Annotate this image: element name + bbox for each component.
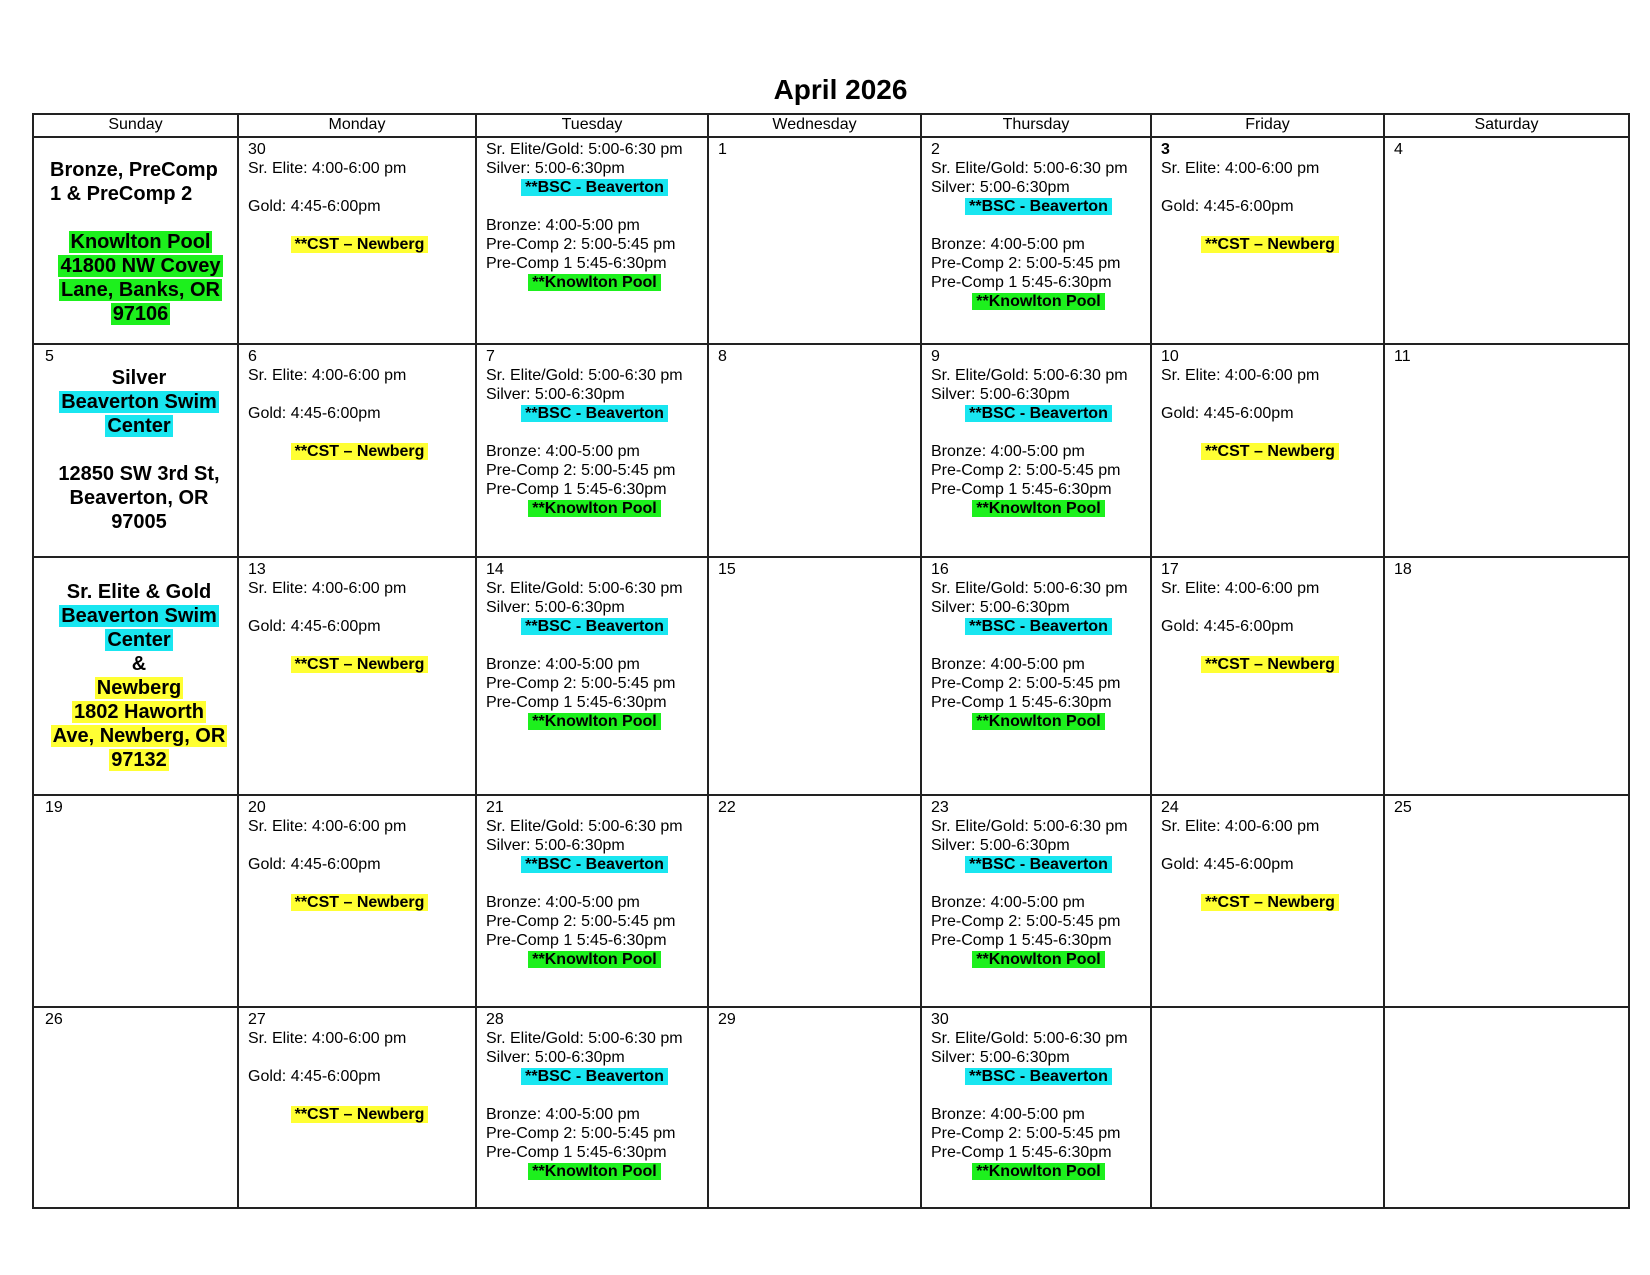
day-cell-sunday: [33, 795, 238, 1007]
day-number: 21: [486, 799, 504, 816]
location-tag: **CST – Newberg: [291, 236, 429, 253]
day-number: 27: [248, 1011, 266, 1028]
weekday-header: Thursday: [921, 114, 1151, 137]
day-cell-sunday: [33, 1007, 238, 1208]
location-tag: **Knowlton Pool: [528, 274, 660, 291]
location-note-line: 97106: [112, 303, 169, 325]
location-note-line: Silver: [111, 367, 167, 389]
schedule-line: Pre-Comp 1 5:45-6:30pm: [486, 694, 667, 711]
location-tag: **BSC - Beaverton: [965, 1068, 1112, 1085]
day-cell: [1151, 344, 1384, 557]
weekday-header: Tuesday: [476, 114, 708, 137]
schedule-line: Bronze: 4:00-5:00 pm: [931, 236, 1085, 253]
location-note: [45, 580, 233, 772]
schedule-line: Sr. Elite: 4:00-6:00 pm: [248, 160, 407, 177]
day-cell: [1384, 344, 1629, 557]
day-number: 10: [1161, 348, 1179, 365]
location-note-line: Beaverton Swim: [61, 605, 217, 627]
schedule-line: Sr. Elite: 4:00-6:00 pm: [1161, 160, 1320, 177]
schedule-line: Sr. Elite/Gold: 5:00-6:30 pm: [486, 1030, 683, 1047]
location-tag: **BSC - Beaverton: [521, 856, 668, 873]
day-number: 30: [248, 141, 266, 158]
day-number: 8: [718, 348, 727, 365]
location-tag: **CST – Newberg: [291, 894, 429, 911]
schedule-line: Pre-Comp 1 5:45-6:30pm: [486, 1144, 667, 1161]
schedule-line: Bronze: 4:00-5:00 pm: [486, 894, 640, 911]
location-note: [45, 158, 233, 326]
day-cell-sunday: [33, 557, 238, 795]
day-cell: [476, 1007, 708, 1208]
location-tag: **Knowlton Pool: [972, 951, 1104, 968]
day-number: 23: [931, 799, 949, 816]
day-number: 30: [931, 1011, 949, 1028]
weekday-header: Monday: [238, 114, 476, 137]
week-row: [33, 1007, 1629, 1208]
location-note-line: 41800 NW Covey: [60, 255, 221, 277]
day-number: 28: [486, 1011, 504, 1028]
location-note: [45, 366, 233, 534]
schedule-line: Pre-Comp 1 5:45-6:30pm: [931, 932, 1112, 949]
schedule-line: Pre-Comp 2: 5:00-5:45 pm: [931, 675, 1121, 692]
schedule-line: Sr. Elite/Gold: 5:00-6:30 pm: [931, 818, 1128, 835]
location-note-line: &: [131, 653, 147, 675]
schedule-line: Silver: 5:00-6:30pm: [486, 837, 625, 854]
day-number: 24: [1161, 799, 1179, 816]
day-cell: [238, 344, 476, 557]
schedule-line: Gold: 4:45-6:00pm: [1161, 618, 1294, 635]
day-number: 20: [248, 799, 266, 816]
schedule-line: Gold: 4:45-6:00pm: [248, 618, 381, 635]
schedule-line: Pre-Comp 2: 5:00-5:45 pm: [486, 913, 676, 930]
schedule-line: Silver: 5:00-6:30pm: [486, 160, 625, 177]
schedule-line: Pre-Comp 1 5:45-6:30pm: [486, 932, 667, 949]
schedule-line: Pre-Comp 2: 5:00-5:45 pm: [486, 1125, 676, 1142]
schedule-line: Silver: 5:00-6:30pm: [931, 599, 1070, 616]
day-number: 16: [931, 561, 949, 578]
location-tag: **Knowlton Pool: [528, 713, 660, 730]
location-tag: **Knowlton Pool: [972, 293, 1104, 310]
location-note-line: 97005: [111, 511, 167, 533]
schedule-line: Silver: 5:00-6:30pm: [486, 386, 625, 403]
schedule-line: Sr. Elite: 4:00-6:00 pm: [248, 367, 407, 384]
location-tag: **CST – Newberg: [291, 656, 429, 673]
day-number: 18: [1394, 561, 1412, 578]
schedule-line: Bronze: 4:00-5:00 pm: [486, 656, 640, 673]
schedule-line: Pre-Comp 1 5:45-6:30pm: [486, 481, 667, 498]
schedule-line: Bronze: 4:00-5:00 pm: [486, 443, 640, 460]
day-cell-sunday: [33, 344, 238, 557]
day-cell: [1384, 1007, 1629, 1208]
schedule-line: Bronze: 4:00-5:00 pm: [931, 1106, 1085, 1123]
day-number: 25: [1394, 799, 1412, 816]
schedule-line: Bronze: 4:00-5:00 pm: [931, 443, 1085, 460]
schedule-line: Sr. Elite/Gold: 5:00-6:30 pm: [931, 160, 1128, 177]
location-tag: **BSC - Beaverton: [965, 198, 1112, 215]
schedule-line: Gold: 4:45-6:00pm: [248, 198, 381, 215]
location-tag: **CST – Newberg: [291, 1106, 429, 1123]
day-number: 22: [718, 799, 736, 816]
schedule-line: Pre-Comp 1 5:45-6:30pm: [486, 255, 667, 272]
day-cell: [921, 557, 1151, 795]
week-row: [33, 795, 1629, 1007]
day-cell: [476, 137, 708, 344]
location-note-line: Beaverton, OR: [69, 487, 209, 509]
schedule-line: Pre-Comp 1 5:45-6:30pm: [931, 274, 1112, 291]
day-cell: [1384, 137, 1629, 344]
day-cell: [1384, 795, 1629, 1007]
location-note-line: Sr. Elite & Gold: [66, 581, 212, 603]
day-number: 9: [931, 348, 940, 365]
location-note-line: Center: [107, 415, 171, 437]
schedule-line: Pre-Comp 2: 5:00-5:45 pm: [486, 675, 676, 692]
day-cell: [238, 557, 476, 795]
location-note-line: 1802 Haworth: [73, 701, 205, 723]
schedule-line: Bronze: 4:00-5:00 pm: [486, 1106, 640, 1123]
schedule-line: Pre-Comp 2: 5:00-5:45 pm: [931, 255, 1121, 272]
day-number: 6: [248, 348, 257, 365]
weekday-header: Friday: [1151, 114, 1384, 137]
day-cell: [708, 344, 921, 557]
location-note-line: Beaverton Swim: [61, 391, 217, 413]
day-number: 19: [45, 799, 63, 816]
schedule-line: Silver: 5:00-6:30pm: [486, 599, 625, 616]
schedule-line: Sr. Elite: 4:00-6:00 pm: [248, 580, 407, 597]
week-row: [33, 344, 1629, 557]
day-cell: [476, 344, 708, 557]
day-number: 5: [45, 348, 54, 365]
day-cell: [238, 795, 476, 1007]
schedule-line: Gold: 4:45-6:00pm: [248, 405, 381, 422]
schedule-line: Pre-Comp 1 5:45-6:30pm: [931, 694, 1112, 711]
location-tag: **BSC - Beaverton: [521, 405, 668, 422]
day-number: 26: [45, 1011, 63, 1028]
day-number: 3: [1161, 141, 1170, 158]
schedule-line: Silver: 5:00-6:30pm: [931, 1049, 1070, 1066]
schedule-line: Gold: 4:45-6:00pm: [248, 856, 381, 873]
day-cell: [921, 795, 1151, 1007]
day-number: 7: [486, 348, 495, 365]
schedule-line: Silver: 5:00-6:30pm: [486, 1049, 625, 1066]
schedule-line: Silver: 5:00-6:30pm: [931, 179, 1070, 196]
schedule-line: Gold: 4:45-6:00pm: [248, 1068, 381, 1085]
location-tag: **Knowlton Pool: [972, 500, 1104, 517]
location-tag: **CST – Newberg: [1201, 656, 1339, 673]
day-cell: [708, 1007, 921, 1208]
week-row: [33, 137, 1629, 344]
location-note-line: 1 & PreComp 2: [50, 183, 193, 205]
location-tag: **CST – Newberg: [1201, 236, 1339, 253]
schedule-line: Sr. Elite/Gold: 5:00-6:30 pm: [931, 1030, 1128, 1047]
schedule-line: Sr. Elite/Gold: 5:00-6:30 pm: [486, 367, 683, 384]
day-number: [1161, 1010, 1379, 1029]
location-tag: **Knowlton Pool: [972, 713, 1104, 730]
week-row: [33, 557, 1629, 795]
location-note-line: Lane, Banks, OR: [61, 279, 220, 301]
day-number: [1394, 1010, 1624, 1029]
location-tag: **Knowlton Pool: [528, 951, 660, 968]
schedule-line: Gold: 4:45-6:00pm: [1161, 198, 1294, 215]
weekday-header: Sunday: [33, 114, 238, 137]
day-cell: [476, 557, 708, 795]
schedule-line: Bronze: 4:00-5:00 pm: [931, 894, 1085, 911]
location-tag: **BSC - Beaverton: [965, 405, 1112, 422]
schedule-line: Sr. Elite/Gold: 5:00-6:30 pm: [931, 367, 1128, 384]
day-cell: [1151, 137, 1384, 344]
schedule-line: Silver: 5:00-6:30pm: [931, 386, 1070, 403]
day-cell: [708, 795, 921, 1007]
day-number: 15: [718, 561, 736, 578]
location-tag: **Knowlton Pool: [972, 1163, 1104, 1180]
location-tag: **CST – Newberg: [1201, 443, 1339, 460]
day-cell-sunday: [33, 137, 238, 344]
day-cell: [1151, 1007, 1384, 1208]
day-number: 2: [931, 141, 940, 158]
day-cell: [238, 137, 476, 344]
day-cell: [1151, 557, 1384, 795]
location-tag: **BSC - Beaverton: [521, 179, 668, 196]
schedule-line: Pre-Comp 2: 5:00-5:45 pm: [931, 1125, 1121, 1142]
schedule-line: Sr. Elite/Gold: 5:00-6:30 pm: [486, 818, 683, 835]
schedule-line: Sr. Elite/Gold: 5:00-6:30 pm: [931, 580, 1128, 597]
day-cell: [921, 344, 1151, 557]
schedule-line: Silver: 5:00-6:30pm: [931, 837, 1070, 854]
day-cell: [1151, 795, 1384, 1007]
location-note-line: Ave, Newberg, OR: [52, 725, 226, 747]
location-note-line: Bronze, PreComp: [50, 159, 218, 181]
location-tag: **Knowlton Pool: [528, 1163, 660, 1180]
weekday-header: Saturday: [1384, 114, 1629, 137]
day-number: 29: [718, 1011, 736, 1028]
day-number: 1: [718, 141, 727, 158]
location-note-line: Center: [107, 629, 171, 651]
schedule-line: Sr. Elite/Gold: 5:00-6:30 pm: [486, 141, 683, 158]
schedule-line: Pre-Comp 2: 5:00-5:45 pm: [931, 913, 1121, 930]
location-note-line: Newberg: [96, 677, 182, 699]
day-cell: [921, 1007, 1151, 1208]
day-cell: [708, 557, 921, 795]
day-number: 17: [1161, 561, 1179, 578]
location-note-line: 97132: [111, 749, 167, 771]
schedule-line: Sr. Elite/Gold: 5:00-6:30 pm: [486, 580, 683, 597]
calendar-title: April 2026: [773, 74, 908, 105]
weekday-header-row: [33, 114, 1629, 137]
day-number: 4: [1394, 141, 1403, 158]
location-tag: **CST – Newberg: [1201, 894, 1339, 911]
location-tag: **BSC - Beaverton: [521, 1068, 668, 1085]
day-cell: [1384, 557, 1629, 795]
location-tag: **Knowlton Pool: [528, 500, 660, 517]
schedule-line: Bronze: 4:00-5:00 pm: [931, 656, 1085, 673]
day-cell: [708, 137, 921, 344]
day-number: 14: [486, 561, 504, 578]
schedule-line: Pre-Comp 1 5:45-6:30pm: [931, 1144, 1112, 1161]
day-number: 13: [248, 561, 266, 578]
weekday-header: Wednesday: [708, 114, 921, 137]
schedule-line: Gold: 4:45-6:00pm: [1161, 856, 1294, 873]
day-cell: [476, 795, 708, 1007]
schedule-line: Gold: 4:45-6:00pm: [1161, 405, 1294, 422]
schedule-line: Pre-Comp 2: 5:00-5:45 pm: [486, 236, 676, 253]
day-cell: [238, 1007, 476, 1208]
location-tag: **BSC - Beaverton: [965, 856, 1112, 873]
day-cell: [921, 137, 1151, 344]
location-tag: **CST – Newberg: [291, 443, 429, 460]
schedule-line: Pre-Comp 1 5:45-6:30pm: [931, 481, 1112, 498]
location-note-line: 12850 SW 3rd St,: [58, 463, 220, 485]
location-note-line: Knowlton Pool: [70, 231, 211, 253]
schedule-line: Sr. Elite: 4:00-6:00 pm: [1161, 818, 1320, 835]
schedule-line: Sr. Elite: 4:00-6:00 pm: [248, 818, 407, 835]
calendar-grid: [32, 113, 1630, 1209]
day-number: 11: [1394, 348, 1411, 365]
schedule-line: Sr. Elite: 4:00-6:00 pm: [248, 1030, 407, 1047]
location-tag: **BSC - Beaverton: [965, 618, 1112, 635]
schedule-line: Pre-Comp 2: 5:00-5:45 pm: [486, 462, 676, 479]
schedule-line: Bronze: 4:00-5:00 pm: [486, 217, 640, 234]
schedule-line: Sr. Elite: 4:00-6:00 pm: [1161, 367, 1320, 384]
schedule-line: Pre-Comp 2: 5:00-5:45 pm: [931, 462, 1121, 479]
location-tag: **BSC - Beaverton: [521, 618, 668, 635]
schedule-line: Sr. Elite: 4:00-6:00 pm: [1161, 580, 1320, 597]
